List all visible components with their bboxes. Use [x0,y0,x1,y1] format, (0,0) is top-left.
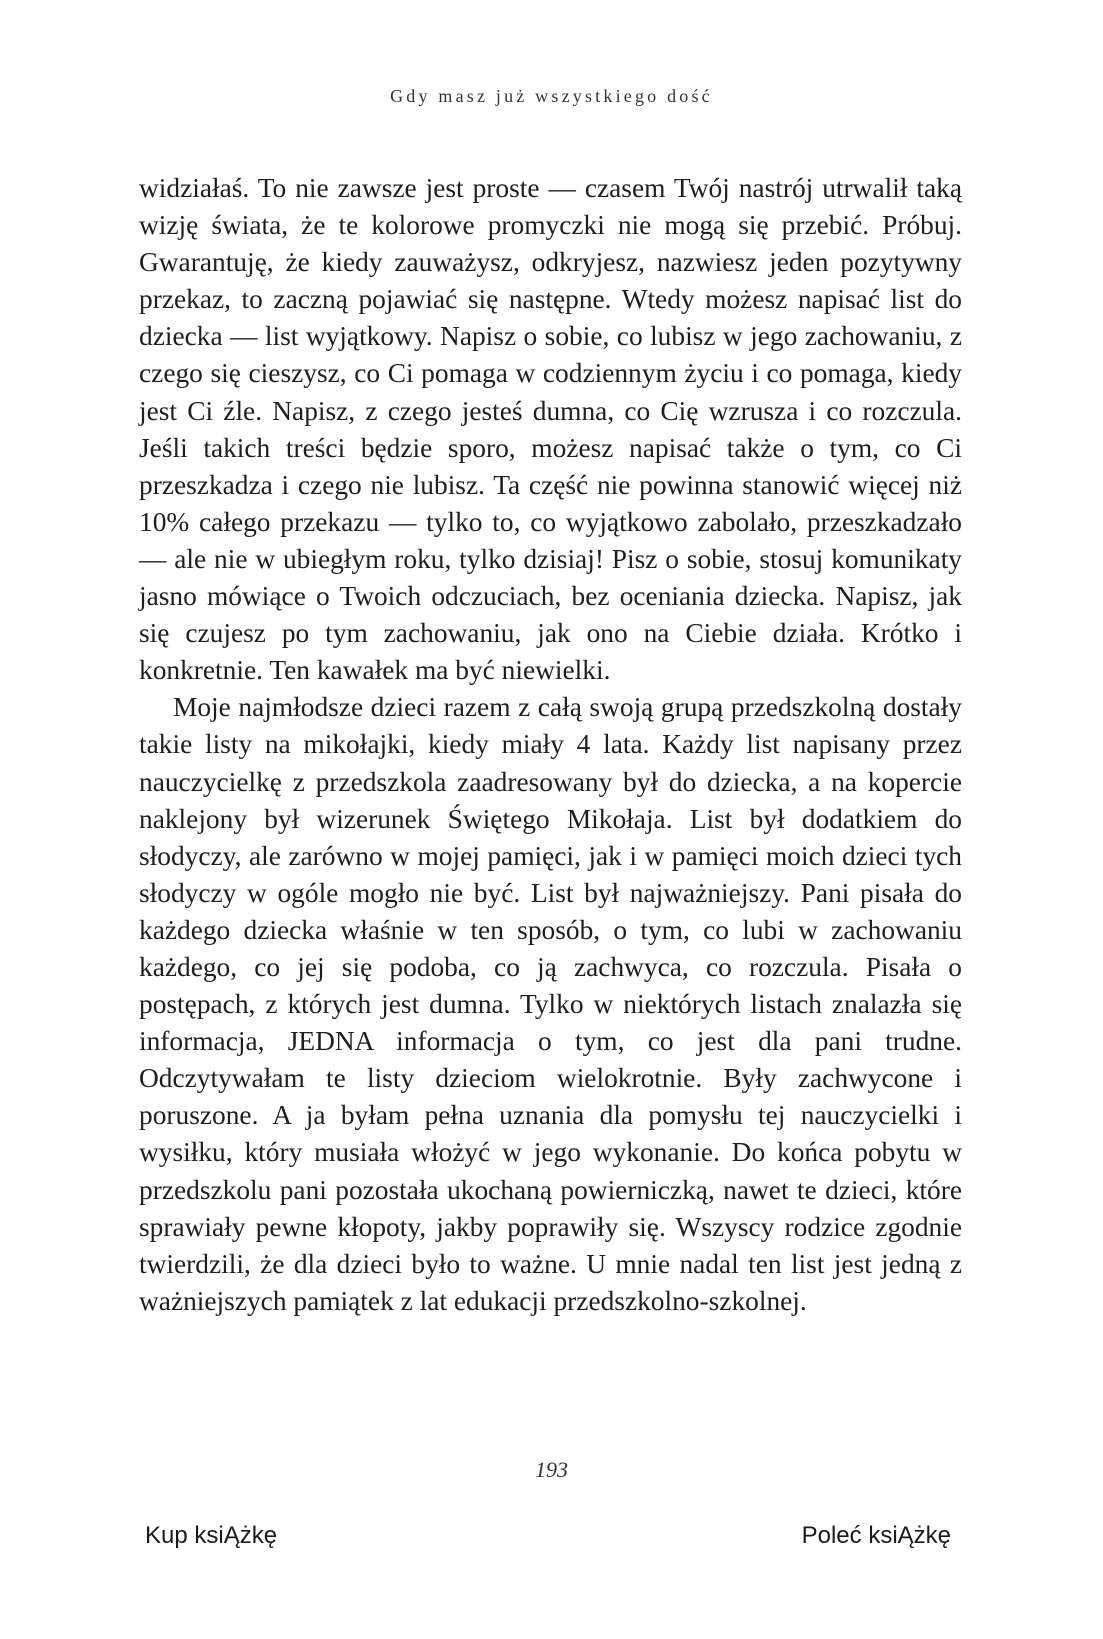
buy-book-link[interactable]: Kup ksiĄżkę [145,1522,278,1549]
paragraph: widziałaś. To nie zawsze jest proste — czasem Twój nastrój utrwalił taką wizję świata, że te kolorowe promyczki nie mogą się przebić. Próbuj. Gwarantuję, że kiedy zauważysz, odkryjesz, nazwiesz jeden pozytywny przekaz, to zaczną pojawiać się następne. Wtedy możesz napisać list do dziecka — list wyjątkowy. Napisz o sobie, co lubisz w jego zachowaniu, z czego się cieszysz, co Ci pomaga w codziennym życiu i co pomaga, kiedy jest Ci źle. Napisz, z czego jesteś dumna, co Cię wzrusza i co rozczula. Jeśli takich treści będzie sporo, możesz napisać także o tym, co Ci przeszkadza i czego nie lubisz. Ta część nie powinna stanowić więcej niż 10% całego przekazu — tylko to, co wyjątkowo zabolało, przeszkadzało — ale nie w ubiegłym roku, tylko dzisiaj! Pisz o sobie, stosuj komunikaty jasno mówiące o Twoich odczuciach, bez oceniania dziecka. Napisz, jak się czujesz po tym zachowaniu, jak ono na Ciebie działa. Krótko i konkretnie. Ten kawałek ma być niewielki. [139,173,962,686]
running-header: Gdy masz już wszystkiego dość [390,86,713,106]
page-number: 193 [535,1457,568,1482]
paragraph: Moje najmłodsze dzieci razem z całą swoją grupą przedszkolną dostały takie listy na mikołajki, kiedy miały 4 lata. Każdy list napisany przez nauczycielkę z przedszkola zaadresowany był do dziecka, a na kopercie naklejony był wizerunek Świętego Mikołaja. List był dodatkiem do słodyczy, ale zarówno w mojej pamięci, jak i w pamięci moich dzieci tych słodyczy w ogóle mogło nie być. List był najważniejszy. Pani pisała do każdego dziecka właśnie w ten sposób, o tym, co lubi w zachowaniu każdego, co jej się podoba, co ją zachwyca, co rozczula. Pisała o postępach, z których jest dumna. Tylko w niektórych listach znalazła się informacja, JEDNA informacja o tym, co jest dla pani trudne. Odczytywałam te listy dzieciom wielokrotnie. Były zachwycone i poruszone. A ja byłam pełna uznania dla pomysłu tej nauczycielki i wysiłku, który musiała włożyć w jego wykonanie. Do końca pobytu w przedszkolu pani pozostała ukochaną powierniczką, nawet te dzieci, które sprawiały pewne kłopoty, jakby poprawiły się. Wszyscy rodzice zgodnie twierdzili, że dla dzieci było to ważne. U mnie nadal ten list jest jedną z ważniejszych pamiątek z lat edukacji przedszkolno-szkolnej. [139,692,962,1316]
body-text [139,170,962,1320]
recommend-book-link[interactable]: Poleć ksiĄżkę [801,1522,951,1549]
